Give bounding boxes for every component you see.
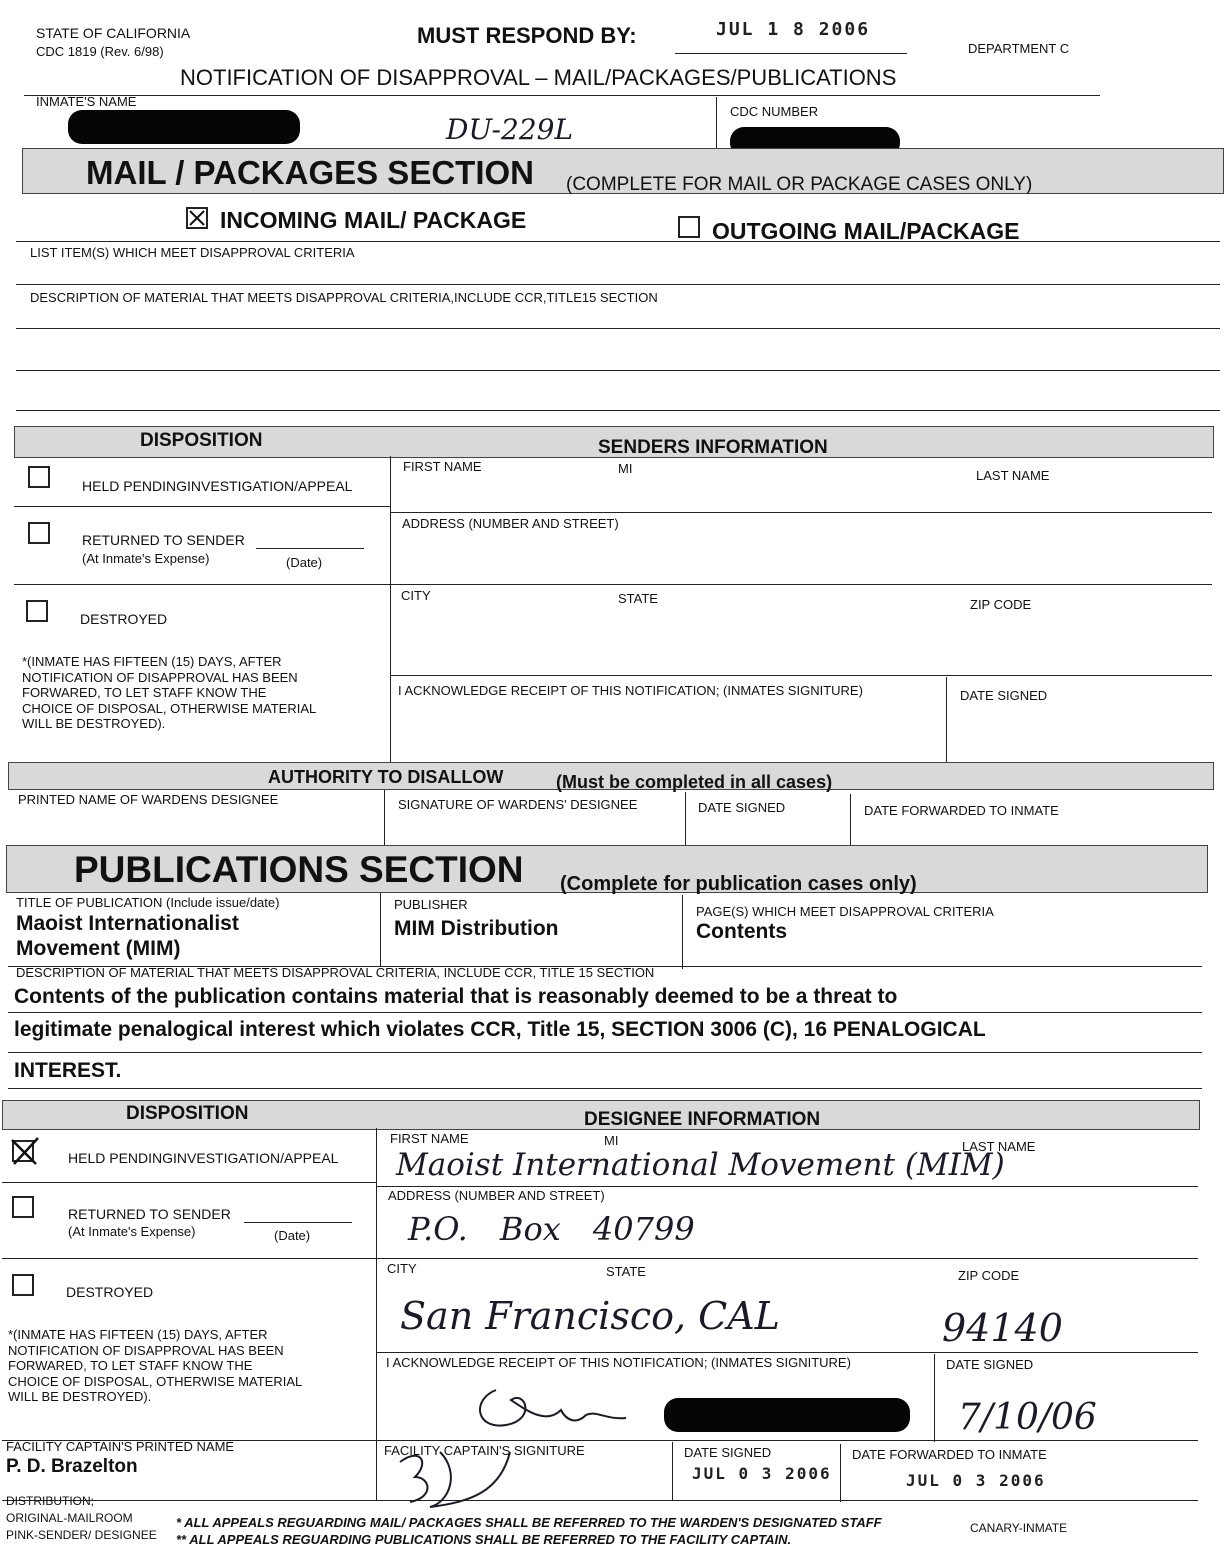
pub-held-checkbox[interactable] (12, 1140, 34, 1162)
pages-value: Contents (696, 920, 787, 943)
inmate-signature (466, 1380, 646, 1440)
redaction-mark (664, 1398, 910, 1432)
city-label: CITY (401, 588, 431, 603)
returned-checkbox[interactable] (28, 522, 50, 544)
pub-disposition-title: DISPOSITION (126, 1103, 249, 1124)
pub-zip-label: ZIP CODE (958, 1268, 1020, 1283)
x-check-icon (188, 209, 206, 227)
address-label: ADDRESS (NUMBER AND STREET) (402, 516, 619, 531)
authority-subtitle: (Must be completed in all cases) (556, 772, 833, 792)
wardens-printed-label: PRINTED NAME OF WARDENS DESIGNEE (18, 792, 279, 807)
designee-title: DESIGNEE INFORMATION (584, 1109, 821, 1130)
captain-signature-label: FACILITY CAPTAIN'S SIGNITURE (384, 1443, 585, 1458)
pub-first-name-label: FIRST NAME (390, 1131, 469, 1146)
mi-label: MI (618, 461, 633, 476)
inmate-name-label: INMATE'S NAME (36, 94, 137, 109)
publications-title: PUBLICATIONS SECTION (74, 849, 524, 890)
incoming-checkbox[interactable] (186, 207, 208, 229)
zip-label: ZIP CODE (970, 597, 1032, 612)
outgoing-label: OUTGOING MAIL/PACKAGE (712, 218, 1020, 244)
description-label: DESCRIPTION OF MATERIAL THAT MEETS DISAPPROVAL CRITERIA,INCLUDE CCR,TITLE15 SECTION (30, 290, 658, 305)
pub-last-name-label: LAST NAME (962, 1139, 1036, 1154)
distribution-pink: PINK-SENDER/ DESIGNEE (6, 1528, 157, 1542)
department-label: DEPARTMENT C (968, 41, 1070, 56)
wardens-signature-label: SIGNATURE OF WARDENS' DESIGNEE (398, 797, 638, 812)
pub-description-line1: Contents of the publication contains material that is reasonably deemed to be a threat to (14, 985, 898, 1008)
pub-city-label: CITY (387, 1261, 417, 1276)
distribution-label: DISTRIBUTION; (6, 1494, 95, 1508)
held-checkbox[interactable] (28, 466, 50, 488)
pub-description-label: DESCRIPTION OF MATERIAL THAT MEETS DISAPPROVAL CRITERIA, INCLUDE CCR, TITLE 15 SECTION (16, 965, 655, 980)
state-field-label: STATE (618, 591, 658, 606)
list-items-label: LIST ITEM(S) WHICH MEET DISAPPROVAL CRITERIA (30, 245, 355, 260)
pub-destroyed-label: DESTROYED (66, 1284, 154, 1300)
captain-name-value: P. D. Brazelton (6, 1456, 138, 1477)
captain-name-label: FACILITY CAPTAIN'S PRINTED NAME (6, 1439, 235, 1454)
mail-section-subtitle: (COMPLETE FOR MAIL OR PACKAGE CASES ONLY) (566, 174, 1033, 195)
publisher-value: MIM Distribution (394, 917, 559, 940)
incoming-label: INCOMING MAIL/ PACKAGE (220, 207, 527, 233)
redaction-mark (68, 110, 300, 144)
pub-acknowledge-label: I ACKNOWLEDGE RECEIPT OF THIS NOTIFICATION; (INMATES SIGNITURE) (386, 1355, 851, 1370)
outgoing-checkbox[interactable] (678, 216, 700, 238)
pub-state-label: STATE (606, 1264, 646, 1279)
pages-label: PAGE(S) WHICH MEET DISAPPROVAL CRITERIA (696, 904, 994, 919)
held-label: HELD PENDINGINVESTIGATION/APPEAL (82, 478, 353, 494)
authority-date-forwarded: DATE FORWARDED TO INMATE (864, 803, 1059, 818)
state-label: STATE OF CALIFORNIA (36, 25, 191, 41)
authority-date-signed: DATE SIGNED (698, 800, 786, 815)
acknowledge-label: I ACKNOWLEDGE RECEIPT OF THIS NOTIFICATION; (INMATES SIGNITURE) (398, 683, 863, 698)
respond-date-stamp: JUL 1 8 2006 (716, 19, 871, 40)
pub-date-paren: (Date) (274, 1228, 311, 1243)
disposition-title: DISPOSITION (140, 430, 263, 451)
first-name-label: FIRST NAME (403, 459, 482, 474)
pub-held-label: HELD PENDINGINVESTIGATION/APPEAL (68, 1150, 339, 1166)
pub-description-line3: INTEREST. (14, 1059, 122, 1082)
inmate-date-signed-handwritten: 7/10/06 (958, 1397, 1097, 1438)
senders-title: SENDERS INFORMATION (598, 437, 828, 458)
last-name-label: LAST NAME (976, 468, 1050, 483)
forwarded-date-stamp: JUL 0 3 2006 (906, 1471, 1046, 1490)
pub-description-line2: legitimate penalogical interest which violates CCR, Title 15, SECTION 3006 (C), 16 PENALOGICAL (14, 1018, 986, 1041)
appeal-publications-note: ** ALL APPEALS REGUARDING PUBLICATIONS SHALL BE REFERRED TO THE FACILITY CAPTAIN. (176, 1532, 792, 1547)
date-paren: (Date) (286, 555, 323, 570)
captain-signature (380, 1432, 530, 1522)
authority-title: AUTHORITY TO DISALLOW (268, 767, 504, 787)
designee-address-handwritten: P.O. Box 40799 (408, 1210, 695, 1248)
publications-subtitle: (Complete for publication cases only) (560, 873, 917, 895)
destroyed-label: DESTROYED (80, 611, 168, 627)
designee-city-handwritten: San Francisco, CAL (400, 1294, 780, 1338)
pub-disposal-note: *(INMATE HAS FIFTEEN (15) DAYS, AFTER NOTIFICATION OF DISAPPROVAL HAS BEEN FORWARED, TO LET STAFF KNOW THE CHOICE OF DISPOSAL, OTHERWISE MATERIAL WILL BE DESTROYED). (8, 1327, 303, 1405)
x-check-icon (8, 1134, 42, 1168)
mail-section-title: MAIL / PACKAGES SECTION (86, 154, 534, 191)
pub-title-label: TITLE OF PUBLICATION (Include issue/date) (16, 895, 280, 910)
designee-name-handwritten: Maoist International Movement (MIM) (396, 1147, 1005, 1183)
distribution-canary: CANARY-INMATE (970, 1521, 1068, 1535)
returned-label: RETURNED TO SENDER (82, 532, 245, 548)
pub-returned-label: RETURNED TO SENDER (68, 1206, 231, 1222)
pub-address-label: ADDRESS (NUMBER AND STREET) (388, 1188, 605, 1203)
captain-date-forwarded-label: DATE FORWARDED TO INMATE (852, 1447, 1047, 1462)
housing-handwritten: DU-229L (446, 113, 574, 146)
inmate-expense: (At Inmate's Expense) (82, 551, 210, 566)
pub-date-signed-label: DATE SIGNED (946, 1357, 1034, 1372)
pub-mi-label: MI (604, 1133, 619, 1148)
pub-returned-checkbox[interactable] (12, 1196, 34, 1218)
pub-inmate-expense: (At Inmate's Expense) (68, 1224, 196, 1239)
form-title: NOTIFICATION OF DISAPPROVAL – MAIL/PACKAGES/PUBLICATIONS (180, 65, 897, 90)
destroyed-checkbox[interactable] (26, 600, 48, 622)
captain-date-stamp: JUL 0 3 2006 (692, 1464, 832, 1483)
captain-date-signed-label: DATE SIGNED (684, 1445, 772, 1460)
appeal-mail-note: * ALL APPEALS REGUARDING MAIL/ PACKAGES SHALL BE REFERRED TO THE WARDEN'S DESIGNATED STAFF (176, 1515, 882, 1530)
form-number: CDC 1819 (Rev. 6/98) (36, 44, 164, 59)
must-respond-label: MUST RESPOND BY: (417, 23, 637, 48)
date-signed-label: DATE SIGNED (960, 688, 1048, 703)
pub-title-value: Maoist Internationalist Movement (MIM) (16, 912, 239, 961)
designee-zip-handwritten: 94140 (942, 1306, 1063, 1350)
pub-destroyed-checkbox[interactable] (12, 1274, 34, 1296)
publisher-label: PUBLISHER (394, 897, 468, 912)
disposal-note: *(INMATE HAS FIFTEEN (15) DAYS, AFTER NOTIFICATION OF DISAPPROVAL HAS BEEN FORWARED, TO LET STAFF KNOW THE CHOICE OF DISPOSAL, OTHERWISE MATERIAL WILL BE DESTROYED). (22, 654, 317, 732)
distribution-original: ORIGINAL-MAILROOM (6, 1511, 133, 1525)
cdc-number-label: CDC NUMBER (730, 104, 819, 119)
